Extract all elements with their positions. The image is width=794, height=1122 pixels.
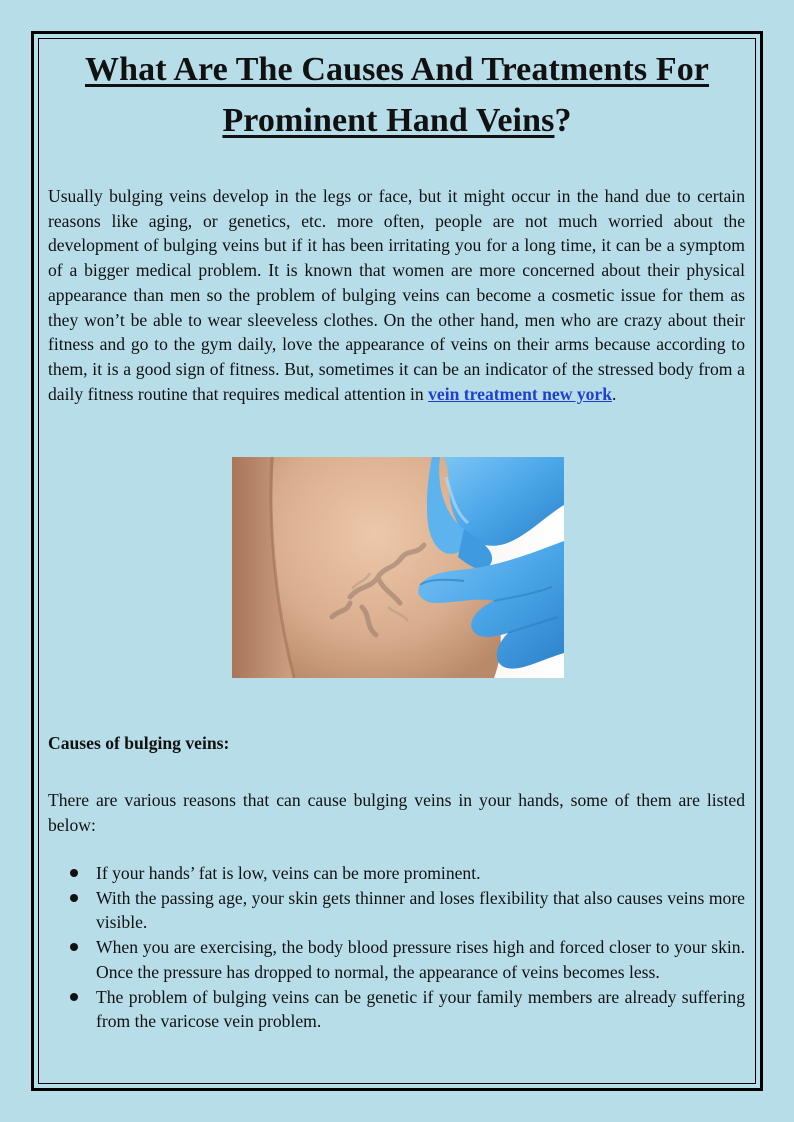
causes-heading: Causes of bulging veins: bbox=[48, 733, 230, 753]
list-item-text: With the passing age, your skin gets thinner and loses flexibility that also causes veins more visible. bbox=[96, 887, 745, 933]
title-line-1: What Are The Causes And Treatments For bbox=[84, 51, 710, 88]
photo-illustration bbox=[232, 457, 564, 678]
intro-text: Usually bulging veins develop in the legs or face, but it might occur in the hand due to certain reasons like aging, or genetics, etc. more often, people are not much worried about the development of bulging veins but if it has been irritating you for a long time, it can be a symptom of a bigger medical problem. It is known that women are more concerned about their physical appearance than men so the problem of bulging veins can become a cosmetic issue for them as they won’t be able to wear sleeveless clothes. On the other hand, men who are crazy about their fitness and go to the gym daily, love the appearance of veins on their arms because according to them, it is a good sign of fitness. But, sometimes it can be an indicator of the stressed body from a daily fitness routine that requires medical attention in bbox=[48, 186, 745, 404]
list-item bbox=[48, 861, 745, 886]
list-item bbox=[48, 935, 745, 984]
bullet-icon bbox=[70, 894, 78, 902]
list-item-text: When you are exercising, the body blood pressure rises high and forced closer to your skin. Once the pressure has dropped to normal, the appearance of veins becomes less. bbox=[96, 937, 745, 982]
intro-paragraph bbox=[48, 184, 745, 406]
title-question-mark: ? bbox=[554, 102, 572, 139]
vein-treatment-link[interactable]: vein treatment new york bbox=[428, 383, 613, 404]
list-item-text: If your hands’ fat is low, veins can be more prominent. bbox=[96, 863, 481, 883]
intro-tail: . bbox=[612, 383, 617, 404]
bullet-icon bbox=[70, 943, 78, 951]
list-item bbox=[48, 886, 745, 935]
bullet-icon bbox=[70, 993, 78, 1001]
causes-intro: There are various reasons that can cause bulging veins in your hands, some of them are listed below: bbox=[48, 790, 745, 835]
list-item bbox=[48, 985, 745, 1034]
list-item-text: The problem of bulging veins can be genetic if your family members are already suffering from the varicose vein problem. bbox=[96, 986, 745, 1032]
article-title bbox=[46, 44, 748, 146]
bullet-icon bbox=[70, 869, 78, 877]
causes-list bbox=[48, 861, 745, 1034]
title-line-2: Prominent Hand Veins bbox=[222, 102, 555, 139]
varicose-veins-photo bbox=[232, 457, 564, 678]
